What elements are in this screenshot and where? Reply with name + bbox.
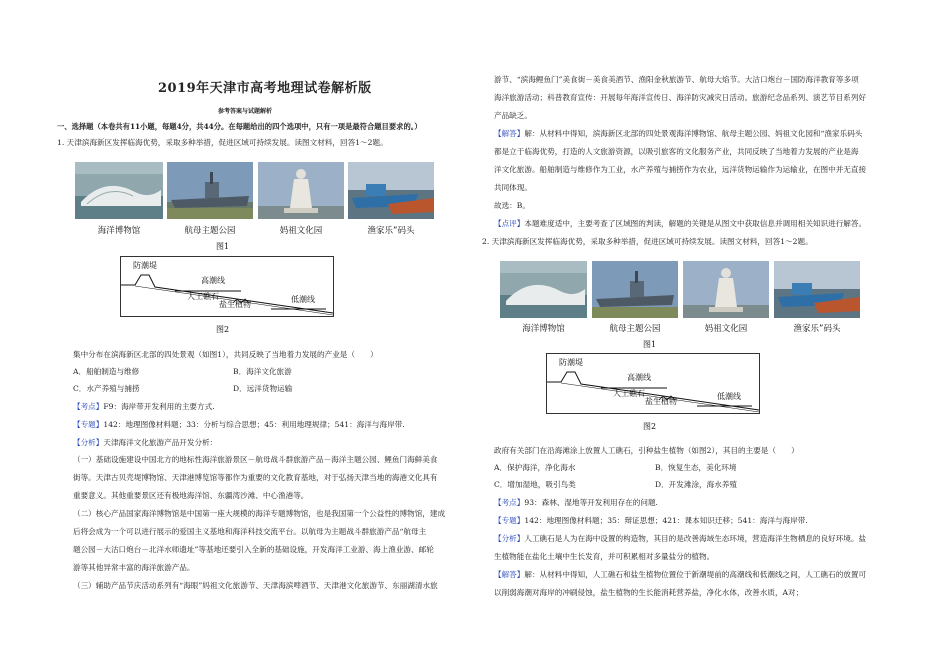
q1-option-d: D．远洋货物运输 [233,384,293,393]
caption-mazu-park-2: 妈祖文化园 [704,324,748,334]
fenxi-text: 天津海洋文化旅游产品开发分析： [103,438,218,447]
q1-option-c: C．水产养殖与捕捞 [73,384,140,393]
ocean-museum-photo-2 [500,261,587,318]
caption-mazu-park: 妈祖文化园 [279,226,323,236]
tidal-diagram-2 [546,353,760,414]
fenxi-text-2: 人工礁石是人为在海中设置的构造物，其目的是改善海域生态环境，营造海洋生物栖息的良好环境。盐 [524,534,867,543]
dianping-text: 本题难度适中，主要考查了区域图的判读，解题的关键是从图文中获取信息并调用相关知识进行解答。 [524,219,867,228]
para2-line4: 游等其他异常丰富的海洋旅游产品。 [73,563,195,572]
label-high-tide-2: 高潮线 [627,373,651,382]
caption-fisherman-wharf: 渔家乐”码头 [367,226,415,236]
label-salt-plant: 盐生植物 [219,300,251,309]
q1-jieda-line4: 共同体现。 [494,183,532,192]
q2-option-d: D．开发滩涂，海水养殖 [655,480,738,489]
para3-line1: （三）辅助产品节庆活动系列有“海眼”妈祖文化旅游节、天津海滨啤酒节、天津港文化旅游节、东丽湖清水旅 [73,581,438,590]
figure2-label-2: 图2 [643,422,657,431]
q2-option-b: B．恢复生态，美化环境 [655,463,737,472]
q1-answer: 故选：B。 [494,201,530,210]
caption-carrier-park: 航母主题公园 [184,226,236,236]
zhuanti-text: 142：地理图像材料题；33：分析与综合思想；45：利用地理规律；541：海洋与海岸带. [103,420,405,429]
figure1-label: 图1 [216,242,230,251]
q2-zhuanti [494,515,808,526]
q2-question: 政府有关部门在沿海滩涂上放置人工礁石，引种盐生植物（如图2），其目的主要是（ ） [494,446,799,455]
caption-ocean-museum: 海洋博物馆 [97,226,141,236]
mazu-park-photo [258,162,344,219]
jieda-tag: 【解答】 [494,129,525,138]
section-heading: 一、选择题（本卷共有11小题，每题4分，共44分。在每题给出的四个选项中，只有一项是最符合题目要求的。） [57,122,422,131]
kaodian-tag-2: 【考点】 [494,498,525,507]
q1-option-b: B．海洋文化旅游 [233,367,292,376]
q1-kaodian [73,401,215,412]
q2-option-a: A．保护海洋，净化海水 [494,463,576,472]
para2-line1: （二）核心产品国家海洋博物馆是中国第一座大规模的海洋专题博物馆，也是我国第一个公益性的博物馆，建成 [73,509,446,518]
jieda-text: 解：从材料中得知，滨海新区北部的四处景观海洋博物馆、航母主题公园、妈祖文化园和“渔家乐码头 [524,129,863,138]
tidal-diagram [120,256,334,317]
q2-option-c: C．增加湿地，吸引鸟类 [494,480,576,489]
q2-jieda-line1 [494,569,866,580]
para1-line2: 街等。天津古贝壳堤博物馆、天津港博览馆等都作为重要的文化教育基地，对于弘扬天津当地的海港文化具有 [73,473,438,482]
right-line2: 海洋旅游活动；科普教育宣传：开展每年海洋宣传日、海洋防灾减灾日活动。旅游纪念品系列、演艺节目系列好 [494,93,867,102]
label-reef: 人工礁石 [187,292,219,301]
q2-stem: 2. 天津滨海新区发挥临海优势，采取多种举措，促进区域可持续发展。读图文材料，回答1～2题。 [482,237,813,246]
fisherman-wharf-photo-2 [774,261,860,318]
label-dike: 防潮堤 [133,261,157,270]
figure1-label-2: 图1 [643,340,657,349]
para2-line2: 后将会成为一个可以进行展示的爱国主义基地和海洋科技交流平台。以航母为主题战斗群旅游产品“航母主 [73,527,427,536]
q1-option-a: A．船舶制造与维修 [73,367,140,376]
caption-ocean-museum-2: 海洋博物馆 [522,324,565,334]
ocean-museum-photo [75,162,163,219]
q1-zhuanti [73,419,405,430]
fenxi-tag: 【分析】 [73,438,104,447]
figure2-label: 图2 [216,325,230,334]
zhuanti-tag: 【专题】 [73,420,104,429]
q1-question: 集中分布在滨海新区北部的四处景观（如图1），共同反映了当地着力发展的产业是（ ） [73,350,378,359]
zhuanti-tag-2: 【专题】 [494,516,525,525]
q1-jieda-line3: 洋文化旅游。船舶制造与维修作为工业，水产养殖与捕捞作为农业，远洋货物运输作为运输业，在图中并无直接 [494,165,867,174]
caption-fisherman-wharf-2: 渔家乐”码头 [793,324,841,334]
right-line3: 产品缺乏。 [494,111,532,120]
q2-kaodian [494,497,658,508]
para1-line3: 重要意义。其他重要景区还有极地海洋馆、东疆湾沙滩、中心渔港等。 [73,491,309,500]
label-salt-plant-2: 盐生植物 [645,397,677,406]
kaodian-tag: 【考点】 [73,402,104,411]
q1-jieda-line1 [494,128,862,139]
zhuanti-text-2: 142：地理图像材料题；35：辩证思想；421：课本知识迁移；541：海洋与海岸带. [524,516,808,525]
fisherman-wharf-photo [348,162,434,219]
q2-fenxi-line1 [494,533,866,544]
right-line1: 游节、“滨海鲤鱼门”美食街－美食美酒节、渔阳金秋旅游节、航母大焰节。大沽口炮台－国防海洋教育等多项 [494,75,859,84]
doc-subtitle: 参考答案与试题解析 [218,108,273,115]
kaodian-text-2: 93：森林、湿地等开发利用存在的问题. [524,498,658,507]
kaodian-text: F9：海岸带开发利用的主要方式. [103,402,215,411]
q1-dianping [494,218,866,229]
jieda-tag-2: 【解答】 [494,570,525,579]
carrier-park-photo [167,162,253,219]
q1-stem: 1. 天津滨海新区发挥临海优势，采取多种举措，促进区域可持续发展。读图文材料，回答1～2题。 [57,138,388,147]
label-dike-2: 防潮堤 [559,358,583,367]
q2-fenxi-line2: 生植物能在盐化土壤中生长发育，并可积累相对多量盐分的植物。 [494,552,715,561]
q1-fenxi [73,437,217,448]
label-reef-2: 人工礁石 [613,389,645,398]
label-low-tide-2: 低潮线 [717,392,741,401]
jieda-text-2: 解：从材料中得知，人工礁石和盐生植物位置位于新潮堤前的高潮线和低潮线之间，人工礁石的放置可 [524,570,867,579]
caption-carrier-park-2: 航母主题公园 [609,324,661,334]
para1-line1: （一）基础设施建设中国北方的地标性海洋旅游景区－航母战斗群旅游产品－海洋主题公园、鲤鱼门海鲜美食 [73,455,438,464]
q1-jieda-line2: 都是立于临海优势，打造的人文旅游资源，以吸引旅客的文化服务产业，共同反映了当地着力发展的产业是海 [494,147,859,156]
label-low-tide: 低潮线 [291,295,315,304]
fenxi-tag-2: 【分析】 [494,534,525,543]
q2-jieda-line2: 以削弱海潮对海岸的冲刷侵蚀，盐生植物的生长能消耗营养盐，净化水体，改善水质，A对； [494,588,804,597]
carrier-park-photo-2 [592,261,678,318]
dianping-tag: 【点评】 [494,219,525,228]
para2-line3: 题公园－大沽口炮台－北洋水师遗址”等基地还要引入全新的基础设施，开发海洋工业游、海上渔业游、邮轮 [73,545,434,554]
doc-title: 2019年天津市高考地理试卷解析版 [158,81,372,96]
mazu-park-photo-2 [683,261,769,318]
label-high-tide: 高潮线 [201,276,225,285]
